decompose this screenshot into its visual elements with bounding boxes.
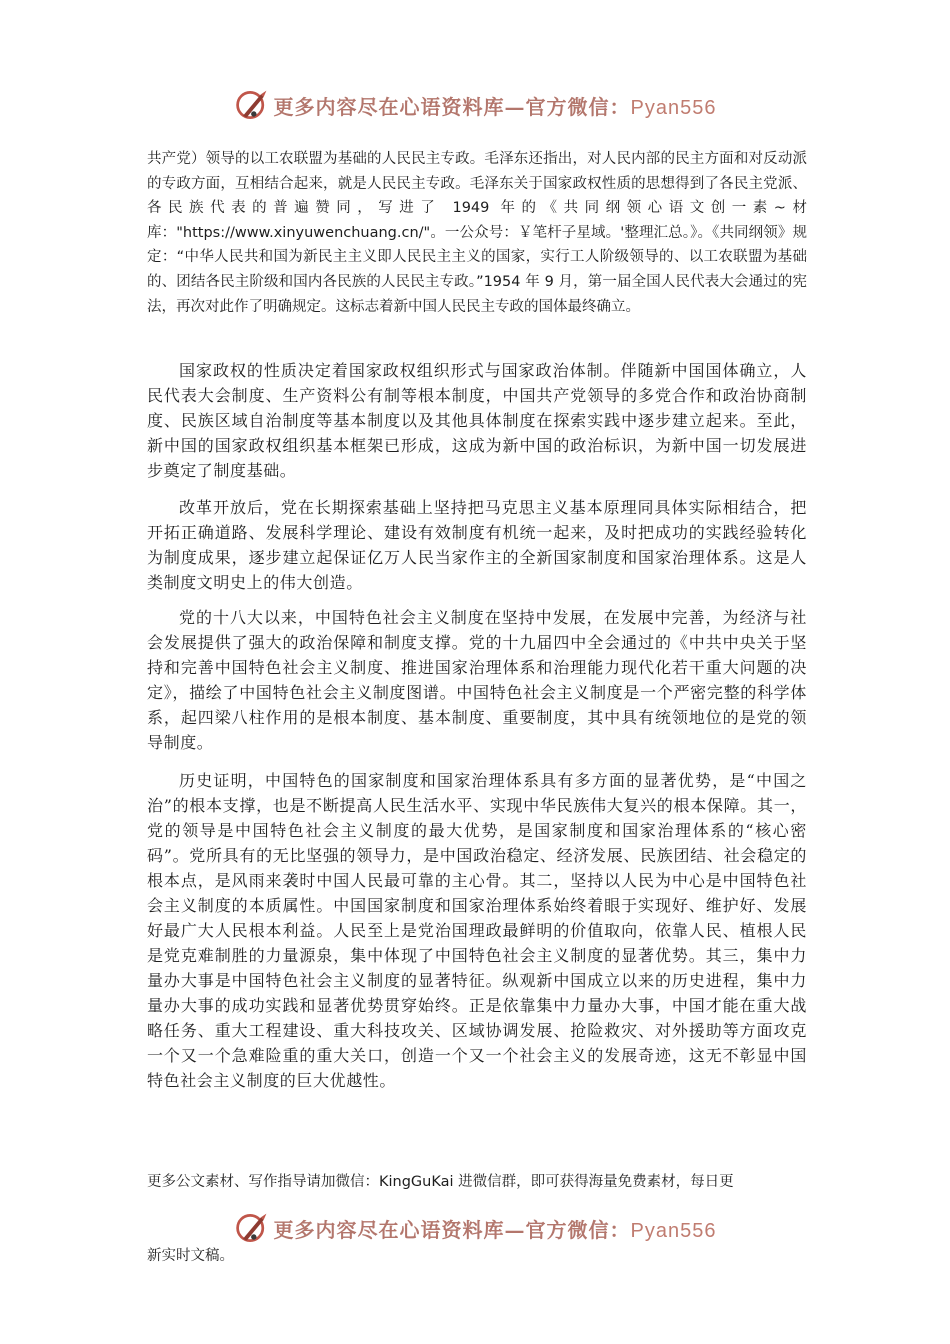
paragraph-intro: 共产党）领导的以工农联盟为基础的人民民主专政。毛泽东还指出，对人民内部的民主方面和对反动派的专政方面，互相结合起来，就是人民民主专政。毛泽东关于国家政权性质的思想得到了各民主党派、各民族代表的普遍赞同，写进了 1949 年的《共同纲领心语文创一素~材库："https://www.xinyuwenchuang.cn/"。一公众号：￥笔杆子星域。'整理汇总。》。《共同纲领》规定：“中华人民共和国为新民主主义即人民民主主义的国家，实行工人阶级领导的、以工农联盟为基础的、团结各民主阶级和国内各民族的人民民主专政。”1954 年 9 月，第一届全国人民代表大会通过的宪法，再次对此作了明确规定。这标志着新中国人民民主专政的国体最终确立。 [147,151,807,315]
quill-logo-icon [234,87,270,123]
promo-line: 更多公文素材、写作指导请加微信：KingGuKai 进微信群，即可获得海量免费素材，每日更 [147,1174,734,1190]
watermark-banner-top [0,85,950,125]
paragraph-reform: 改革开放后，党在长期探索基础上坚持把马克思主义基本原理同具体实际相结合，把开拓正确道路、发展科学理论、建设有效制度有机统一起来，及时把成功的实践经验转化为制度成果，逐步建立起保证亿万人民当家作主的全新国家制度和国家治理体系。这是人类制度文明史上的伟大创造。 [147,498,807,592]
watermark-text: 更多内容尽在心语资料库—官方微信：Pyan556 [273,1217,717,1242]
paragraph-18th-congress: 党的十八大以来，中国特色社会主义制度在坚持中发展，在发展中完善，为经济与社会发展提供了强大的政治保障和制度支撑。党的十九届四中全会通过的《中共中央关于坚持和完善中国特色社会主义制度、推进国家治理体系和治理能力现代化若干重大问题的决定》，描绘了中国特色社会主义制度图谱。中国特色社会主义制度是一个严密完整的科学体系，起四梁八柱作用的是根本制度、基本制度、重要制度，其中具有统领地位的是党的领导制度。 [147,608,807,752]
paragraph-state-power: 国家政权的性质决定着国家政权组织形式与国家政治体制。伴随新中国国体确立，人民代表大会制度、生产资料公有制等根本制度，中国共产党领导的多党合作和政治协商制度、民族区域自治制度等基本制度以及其他具体制度在探索实践中逐步建立起来。至此，新中国的国家政权组织基本框架已形成，这成为新中国的政治标识，为新中国一切发展进步奠定了制度基础。 [147,361,807,480]
paragraph-history: 历史证明，中国特色的国家制度和国家治理体系具有多方面的显著优势，是“中国之治”的根本支撑，也是不断提高人民生活水平、实现中华民族伟大复兴的根本保障。其一，党的领导是中国特色社会主义制度的最大优势，是国家制度和国家治理体系的“核心密码”。党所具有的无比坚强的领导力，是中国政治稳定、经济发展、民族团结、社会稳定的根本点，是风雨来袭时中国人民最可靠的主心骨。其二，坚持以人民为中心是中国特色社会主义制度的本质属性。中国国家制度和国家治理体系始终着眼于实现好、维护好、发展好最广大人民根本利益。人民至上是党治国理政最鲜明的价值取向，依靠人民、植根人民是党克难制胜的力量源泉，集中体现了中国特色社会主义制度的显著优势。其三，集中力量办大事是中国特色社会主义制度的显著特征。纵观新中国成立以来的历史进程，集中力量办大事的成功实践和显著优势贯穿始终。正是依靠集中力量办大事，中国才能在重大战略任务、重大工程建设、重大科技攻关、区域协调发展、抢险救灾、对外援助等方面攻克一个又一个急难险重的重大关口，创造一个又一个社会主义的发展奇迹，这无不彰显中国特色社会主义制度的巨大优越性。 [147,771,807,1090]
promo-line-continued: 新实时文稿。 [147,1248,234,1264]
quill-logo-icon [234,1210,270,1246]
watermark-text: 更多内容尽在心语资料库—官方微信：Pyan556 [273,94,717,119]
watermark-banner-bottom [0,1208,950,1248]
